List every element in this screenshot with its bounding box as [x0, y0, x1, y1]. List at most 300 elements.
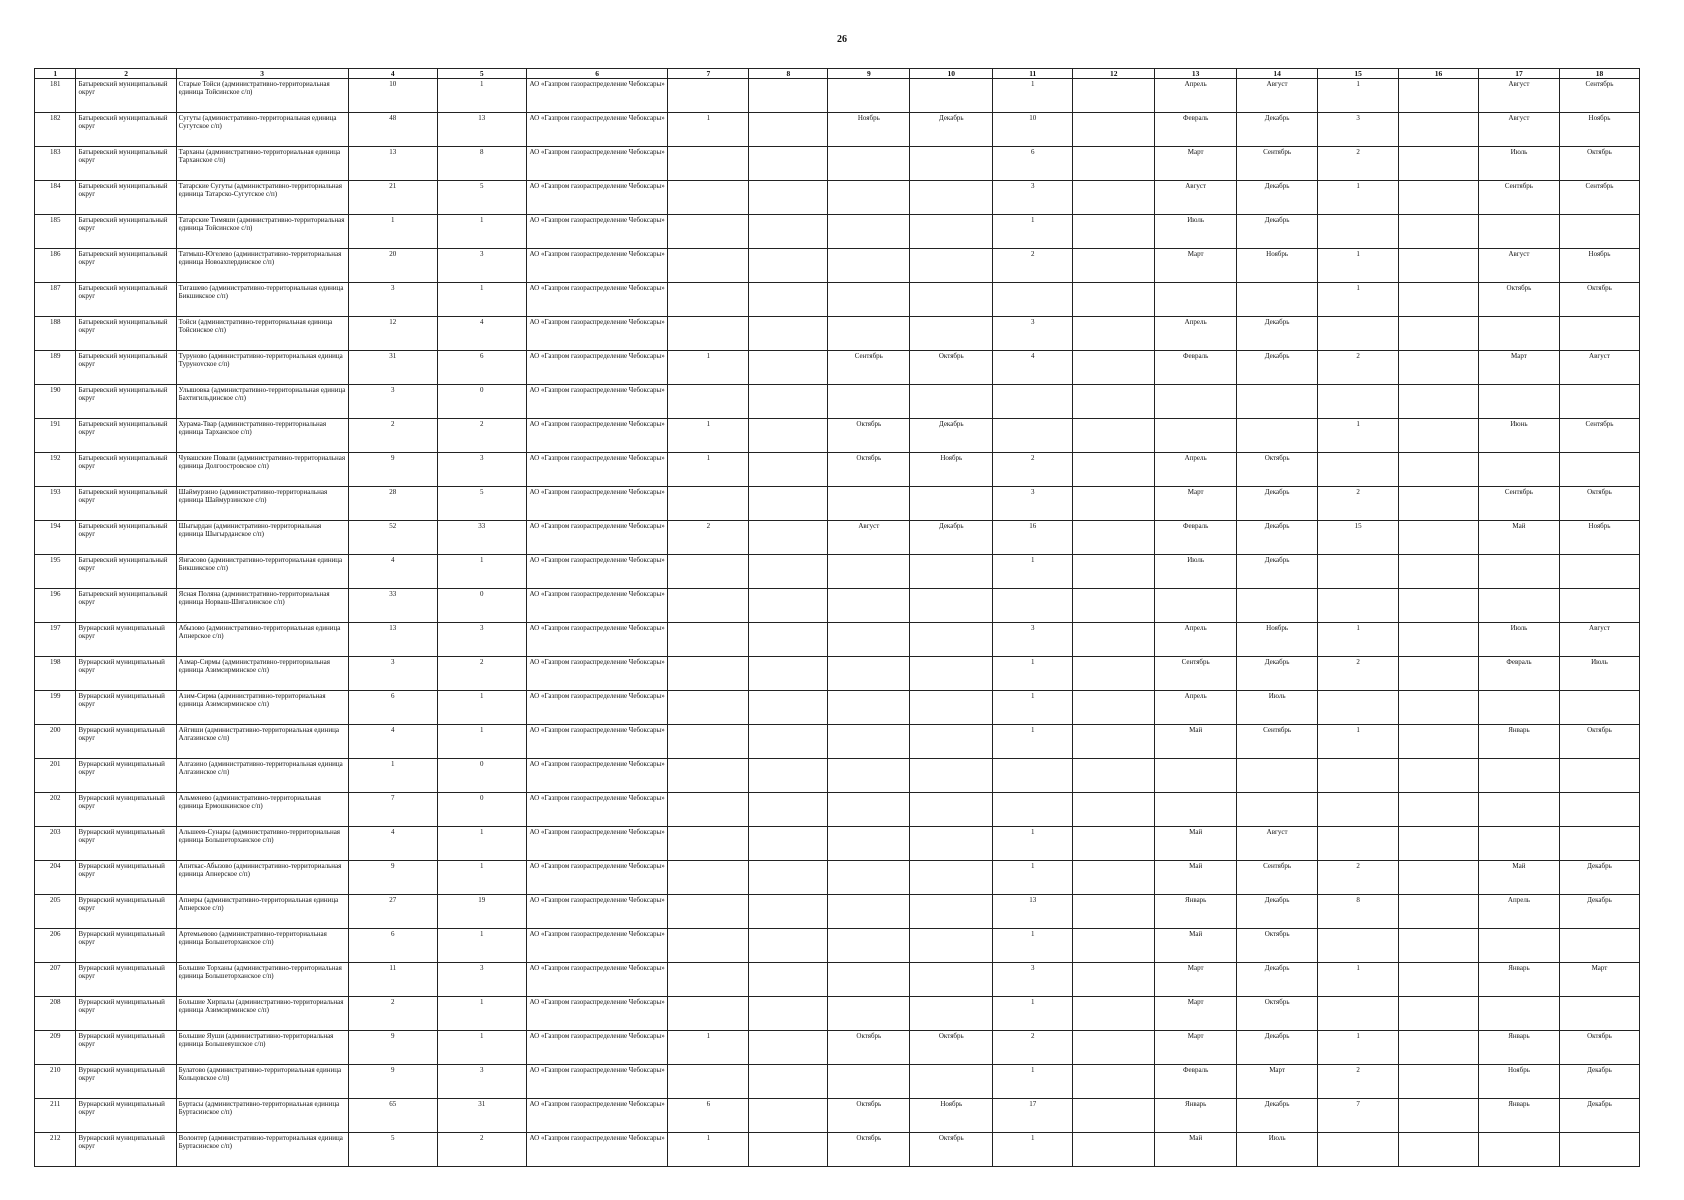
table-cell: Старые Тойси (административно-территориальная единица Тойсинское с/п) — [176, 79, 348, 113]
table-cell: 16 — [993, 521, 1073, 555]
table-cell: Декабрь — [910, 521, 993, 555]
table-cell — [910, 385, 993, 419]
table-row — [35, 521, 1640, 555]
data-table — [34, 68, 1640, 1167]
table-cell: 190 — [35, 385, 76, 419]
table-cell: 1 — [668, 351, 749, 385]
table-cell: Декабрь — [1237, 1031, 1318, 1065]
table-cell: Батыревский муниципальный округ — [76, 317, 176, 351]
table-row — [35, 317, 1640, 351]
table-cell: 199 — [35, 691, 76, 725]
table-cell — [668, 997, 749, 1031]
table-cell: Январь — [1478, 963, 1559, 997]
table-row — [35, 1065, 1640, 1099]
table-cell — [1559, 691, 1639, 725]
table-cell: АО «Газпром газораспределение Чебоксары» — [526, 113, 668, 147]
table-cell — [668, 861, 749, 895]
table-cell: 3 — [1318, 113, 1399, 147]
table-cell: АО «Газпром газораспределение Чебоксары» — [526, 963, 668, 997]
table-cell: Декабрь — [1559, 895, 1639, 929]
table-cell — [1559, 215, 1639, 249]
table-cell: Буртасы (административно-территориальная единица Буртасинское с/п) — [176, 1099, 348, 1133]
table-cell — [910, 963, 993, 997]
table-cell: 1 — [1318, 79, 1399, 113]
table-cell: 2 — [348, 419, 437, 453]
table-cell — [1155, 759, 1237, 793]
table-cell — [1399, 351, 1479, 385]
table-cell: Октябрь — [1559, 725, 1639, 759]
column-header: 11 — [993, 69, 1073, 79]
table-cell: 189 — [35, 351, 76, 385]
table-cell: 191 — [35, 419, 76, 453]
table-cell — [1073, 249, 1155, 283]
table-cell — [668, 487, 749, 521]
table-cell: АО «Газпром газораспределение Чебоксары» — [526, 1099, 668, 1133]
table-cell — [668, 79, 749, 113]
table-row — [35, 249, 1640, 283]
table-cell — [668, 385, 749, 419]
table-cell: Декабрь — [1559, 861, 1639, 895]
table-cell: Сентябрь — [1237, 725, 1318, 759]
table-cell: 15 — [1318, 521, 1399, 555]
table-cell: Февраль — [1155, 1065, 1237, 1099]
table-body — [35, 79, 1640, 1167]
table-cell: Октябрь — [1559, 487, 1639, 521]
table-cell — [1399, 1133, 1479, 1167]
table-cell: Сентябрь — [1559, 79, 1639, 113]
table-cell — [749, 453, 828, 487]
table-cell: АО «Газпром газораспределение Чебоксары» — [526, 147, 668, 181]
table-cell — [828, 215, 910, 249]
table-cell: 3 — [993, 623, 1073, 657]
table-cell — [910, 79, 993, 113]
column-header: 14 — [1237, 69, 1318, 79]
table-cell: Вурнарский муниципальный округ — [76, 997, 176, 1031]
table-cell — [749, 79, 828, 113]
table-cell — [1399, 283, 1479, 317]
table-cell — [749, 725, 828, 759]
table-cell — [1399, 147, 1479, 181]
table-cell: Август — [1478, 249, 1559, 283]
table-cell — [1073, 453, 1155, 487]
table-cell: 31 — [437, 1099, 526, 1133]
table-cell — [668, 181, 749, 215]
table-cell: Декабрь — [910, 113, 993, 147]
table-cell: Большие Торханы (административно-территориальная единица Большеторханское с/п) — [176, 963, 348, 997]
table-cell — [993, 589, 1073, 623]
table-cell: Вурнарский муниципальный округ — [76, 759, 176, 793]
table-cell — [668, 725, 749, 759]
table-cell: Апрель — [1155, 691, 1237, 725]
table-cell: 1 — [668, 453, 749, 487]
table-cell — [828, 725, 910, 759]
table-row — [35, 385, 1640, 419]
table-cell: 203 — [35, 827, 76, 861]
table-cell: 4 — [348, 555, 437, 589]
table-cell: 1 — [993, 555, 1073, 589]
table-cell — [1073, 283, 1155, 317]
table-cell: 193 — [35, 487, 76, 521]
table-cell — [828, 283, 910, 317]
table-cell — [1237, 793, 1318, 827]
table-cell — [828, 895, 910, 929]
table-cell: 2 — [437, 419, 526, 453]
table-cell — [1399, 249, 1479, 283]
table-cell — [1073, 997, 1155, 1031]
table-cell: 1 — [993, 1065, 1073, 1099]
table-cell — [749, 215, 828, 249]
table-cell — [749, 759, 828, 793]
table-cell: Октябрь — [1237, 453, 1318, 487]
table-cell: Сентябрь — [828, 351, 910, 385]
table-cell — [1073, 351, 1155, 385]
table-cell: 1 — [437, 283, 526, 317]
table-cell: 1 — [1318, 283, 1399, 317]
table-cell: 3 — [348, 657, 437, 691]
table-cell: 181 — [35, 79, 76, 113]
table-cell — [749, 521, 828, 555]
table-cell — [668, 793, 749, 827]
table-cell: 13 — [993, 895, 1073, 929]
table-cell: Батыревский муниципальный округ — [76, 113, 176, 147]
table-cell: 2 — [348, 997, 437, 1031]
table-cell: Март — [1155, 487, 1237, 521]
table-cell — [749, 861, 828, 895]
table-cell: 4 — [348, 725, 437, 759]
table-cell: Июль — [1559, 657, 1639, 691]
table-cell — [749, 147, 828, 181]
table-cell — [1478, 827, 1559, 861]
table-cell: Татарские Сугуты (административно-территориальная единица Татарско-Сугутское с/п) — [176, 181, 348, 215]
table-cell: 195 — [35, 555, 76, 589]
table-cell: 5 — [348, 1133, 437, 1167]
table-cell: 2 — [437, 657, 526, 691]
table-cell — [910, 215, 993, 249]
table-cell — [1399, 487, 1479, 521]
table-row — [35, 79, 1640, 113]
table-cell: Декабрь — [1237, 555, 1318, 589]
table-cell — [1073, 963, 1155, 997]
table-cell: 2 — [993, 1031, 1073, 1065]
table-cell: 182 — [35, 113, 76, 147]
table-cell: 198 — [35, 657, 76, 691]
table-cell — [1073, 385, 1155, 419]
table-cell: Июль — [1237, 1133, 1318, 1167]
table-cell: Вурнарский муниципальный округ — [76, 725, 176, 759]
table-cell — [828, 385, 910, 419]
table-cell: 9 — [348, 1065, 437, 1099]
table-cell: 1 — [348, 215, 437, 249]
table-cell — [1399, 419, 1479, 453]
table-cell: 2 — [668, 521, 749, 555]
table-cell — [1478, 589, 1559, 623]
table-cell: 3 — [437, 623, 526, 657]
table-cell — [1318, 453, 1399, 487]
table-cell — [1073, 895, 1155, 929]
table-cell: 4 — [348, 827, 437, 861]
table-cell — [1318, 385, 1399, 419]
table-cell — [668, 827, 749, 861]
table-cell — [910, 861, 993, 895]
table-cell: 3 — [437, 963, 526, 997]
table-cell: 211 — [35, 1099, 76, 1133]
table-cell: АО «Газпром газораспределение Чебоксары» — [526, 487, 668, 521]
table-cell — [910, 147, 993, 181]
table-cell: Май — [1478, 521, 1559, 555]
table-cell — [1399, 1099, 1479, 1133]
table-cell: Август — [1559, 623, 1639, 657]
table-row — [35, 997, 1640, 1031]
table-cell: 1 — [668, 419, 749, 453]
table-cell — [668, 759, 749, 793]
table-cell: Январь — [1478, 1031, 1559, 1065]
table-cell: Апрель — [1155, 317, 1237, 351]
table-cell: Батыревский муниципальный округ — [76, 555, 176, 589]
table-cell — [828, 487, 910, 521]
table-cell: Сентябрь — [1559, 419, 1639, 453]
table-cell: АО «Газпром газораспределение Чебоксары» — [526, 827, 668, 861]
table-cell — [1559, 759, 1639, 793]
table-cell: 183 — [35, 147, 76, 181]
table-cell: Батыревский муниципальный округ — [76, 283, 176, 317]
table-cell: 65 — [348, 1099, 437, 1133]
table-cell — [1399, 113, 1479, 147]
table-cell — [1399, 929, 1479, 963]
table-cell — [1073, 147, 1155, 181]
table-cell — [828, 589, 910, 623]
table-cell — [1399, 861, 1479, 895]
table-cell: Шаймурзино (административно-территориальная единица Шаймурзинское с/п) — [176, 487, 348, 521]
table-cell: 1 — [993, 827, 1073, 861]
table-cell: Август — [1237, 79, 1318, 113]
table-cell — [1073, 1133, 1155, 1167]
table-cell: 7 — [348, 793, 437, 827]
table-cell — [1155, 793, 1237, 827]
table-cell: Алгазино (административно-территориальная единица Алгазинское с/п) — [176, 759, 348, 793]
table-row — [35, 419, 1640, 453]
table-cell: 4 — [993, 351, 1073, 385]
table-cell — [1073, 113, 1155, 147]
column-header: 9 — [828, 69, 910, 79]
table-cell — [910, 895, 993, 929]
table-cell: Январь — [1478, 1099, 1559, 1133]
table-cell: Декабрь — [1237, 1099, 1318, 1133]
column-header: 17 — [1478, 69, 1559, 79]
table-cell: 2 — [1318, 351, 1399, 385]
table-cell: 21 — [348, 181, 437, 215]
table-cell: Декабрь — [910, 419, 993, 453]
table-cell — [1237, 385, 1318, 419]
table-cell — [1073, 759, 1155, 793]
table-cell — [1318, 997, 1399, 1031]
table-cell: Ноябрь — [1237, 623, 1318, 657]
table-cell: 2 — [1318, 861, 1399, 895]
table-cell — [1318, 793, 1399, 827]
table-cell — [1155, 283, 1237, 317]
table-cell: АО «Газпром газораспределение Чебоксары» — [526, 181, 668, 215]
table-cell: 186 — [35, 249, 76, 283]
table-cell — [668, 589, 749, 623]
table-row — [35, 113, 1640, 147]
table-cell: 27 — [348, 895, 437, 929]
table-cell: Большие Яуши (административно-территориальная единица Большеяушское с/п) — [176, 1031, 348, 1065]
table-cell: 3 — [348, 283, 437, 317]
table-cell: Батыревский муниципальный округ — [76, 351, 176, 385]
table-cell: Май — [1155, 725, 1237, 759]
table-cell: Июль — [1478, 147, 1559, 181]
table-cell — [1073, 725, 1155, 759]
table-cell: 6 — [437, 351, 526, 385]
table-cell: Альменево (административно-территориальная единица Ермошкинское с/п) — [176, 793, 348, 827]
table-cell: Азим-Сирма (административно-территориальная единица Азимсирминское с/п) — [176, 691, 348, 725]
table-cell: АО «Газпром газораспределение Чебоксары» — [526, 861, 668, 895]
table-cell: Октябрь — [1237, 929, 1318, 963]
table-cell: Вурнарский муниципальный округ — [76, 657, 176, 691]
table-cell: Февраль — [1155, 113, 1237, 147]
table-cell — [1237, 283, 1318, 317]
table-cell: 33 — [348, 589, 437, 623]
column-header: 7 — [668, 69, 749, 79]
table-cell — [1478, 997, 1559, 1031]
table-cell — [1559, 317, 1639, 351]
table-cell — [828, 759, 910, 793]
table-cell: Батыревский муниципальный округ — [76, 79, 176, 113]
table-cell: 197 — [35, 623, 76, 657]
table-cell — [749, 181, 828, 215]
table-cell — [749, 113, 828, 147]
table-cell: 8 — [437, 147, 526, 181]
table-cell — [1073, 929, 1155, 963]
table-cell — [1073, 1065, 1155, 1099]
table-cell: 1 — [1318, 181, 1399, 215]
table-cell: Сугуты (административно-территориальная единица Сугутское с/п) — [176, 113, 348, 147]
table-cell: 3 — [993, 317, 1073, 351]
table-cell — [749, 249, 828, 283]
table-row — [35, 929, 1640, 963]
table-cell — [1073, 215, 1155, 249]
table-cell: Июль — [1155, 215, 1237, 249]
table-cell: Декабрь — [1559, 1065, 1639, 1099]
table-cell — [668, 1065, 749, 1099]
table-cell: Март — [1155, 963, 1237, 997]
table-cell — [828, 147, 910, 181]
table-cell — [749, 487, 828, 521]
table-cell — [828, 79, 910, 113]
table-cell — [1559, 793, 1639, 827]
table-cell — [1399, 827, 1479, 861]
table-cell — [828, 793, 910, 827]
table-cell: Вурнарский муниципальный округ — [76, 691, 176, 725]
table-cell: 5 — [437, 181, 526, 215]
table-cell: Январь — [1155, 1099, 1237, 1133]
table-cell: 1 — [993, 657, 1073, 691]
table-row — [35, 181, 1640, 215]
column-header: 3 — [176, 69, 348, 79]
table-cell — [828, 181, 910, 215]
table-cell: 13 — [348, 147, 437, 181]
table-cell: 52 — [348, 521, 437, 555]
table-cell: 3 — [348, 385, 437, 419]
table-cell: Тарханы (административно-территориальная единица Тарханское с/п) — [176, 147, 348, 181]
table-cell: 207 — [35, 963, 76, 997]
table-cell: 1 — [1318, 725, 1399, 759]
table-cell — [1399, 997, 1479, 1031]
table-cell — [910, 759, 993, 793]
table-cell — [910, 657, 993, 691]
table-cell: 1 — [1318, 249, 1399, 283]
table-cell: 184 — [35, 181, 76, 215]
table-cell — [1237, 589, 1318, 623]
table-cell — [749, 997, 828, 1031]
table-cell: 2 — [1318, 147, 1399, 181]
table-cell: Хурама-Твар (административно-территориальная единица Тарханское с/п) — [176, 419, 348, 453]
table-cell: Вурнарский муниципальный округ — [76, 929, 176, 963]
table-cell: 194 — [35, 521, 76, 555]
table-cell: Сентябрь — [1559, 181, 1639, 215]
table-cell: 1 — [668, 113, 749, 147]
table-cell — [993, 385, 1073, 419]
table-cell: 28 — [348, 487, 437, 521]
table-cell — [668, 147, 749, 181]
table-cell: 1 — [993, 215, 1073, 249]
table-cell: АО «Газпром газораспределение Чебоксары» — [526, 657, 668, 691]
table-cell — [1318, 317, 1399, 351]
table-cell — [749, 1031, 828, 1065]
table-cell: Апрель — [1478, 895, 1559, 929]
table-cell: Октябрь — [1478, 283, 1559, 317]
table-cell — [1478, 691, 1559, 725]
table-cell: 13 — [348, 623, 437, 657]
table-cell: АО «Газпром газораспределение Чебоксары» — [526, 1031, 668, 1065]
table-cell: Август — [1478, 113, 1559, 147]
table-row — [35, 589, 1640, 623]
table-cell — [1399, 657, 1479, 691]
table-cell: АО «Газпром газораспределение Чебоксары» — [526, 521, 668, 555]
table-cell — [668, 283, 749, 317]
table-cell: 2 — [437, 1133, 526, 1167]
table-cell — [1559, 827, 1639, 861]
table-cell: Апрель — [1155, 79, 1237, 113]
table-cell: Март — [1559, 963, 1639, 997]
table-cell: Вурнарский муниципальный округ — [76, 1031, 176, 1065]
table-cell: Сентябрь — [1478, 181, 1559, 215]
table-cell — [1478, 385, 1559, 419]
column-header: 16 — [1399, 69, 1479, 79]
table-cell: Татмыш-Югелево (административно-территориальная единица Новоахпердинское с/п) — [176, 249, 348, 283]
table-cell: Ноябрь — [1237, 249, 1318, 283]
table-cell: Вурнарский муниципальный округ — [76, 895, 176, 929]
table-cell — [749, 1065, 828, 1099]
column-header: 5 — [437, 69, 526, 79]
table-cell: 209 — [35, 1031, 76, 1065]
table-cell: Ноябрь — [828, 113, 910, 147]
table-cell — [1478, 317, 1559, 351]
table-cell: 33 — [437, 521, 526, 555]
table-cell: Абызово (административно-территориальная единица Апнерское с/п) — [176, 623, 348, 657]
table-cell — [1559, 997, 1639, 1031]
table-cell: 4 — [437, 317, 526, 351]
table-cell: Большие Хирпалы (административно-территориальная единица Азимсирминское с/п) — [176, 997, 348, 1031]
table-cell: Сентябрь — [1237, 861, 1318, 895]
table-cell: 0 — [437, 793, 526, 827]
table-cell — [1155, 589, 1237, 623]
table-cell: 3 — [993, 181, 1073, 215]
table-cell — [1559, 555, 1639, 589]
table-cell: Батыревский муниципальный округ — [76, 249, 176, 283]
table-cell: Азмар-Сирмы (административно-территориальная единица Азимсирминское с/п) — [176, 657, 348, 691]
table-cell — [1155, 419, 1237, 453]
table-cell: Улышовка (административно-территориальная единица Бахтигильдинское с/п) — [176, 385, 348, 419]
